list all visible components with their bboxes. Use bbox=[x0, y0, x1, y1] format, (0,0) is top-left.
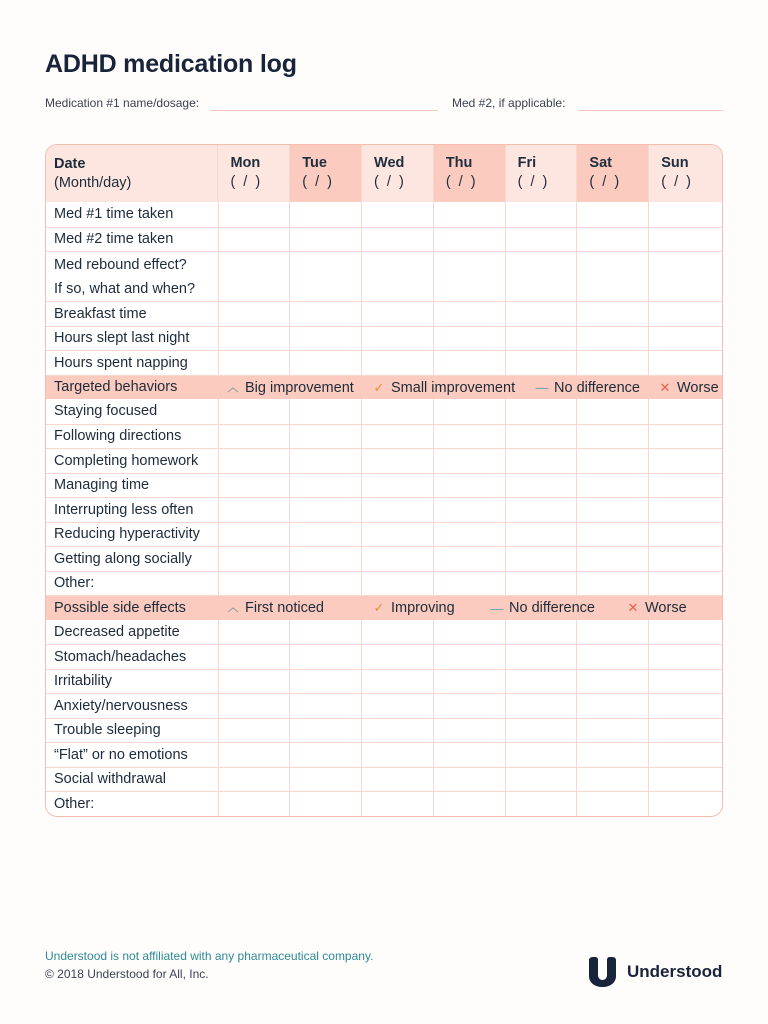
day-header-fri bbox=[505, 145, 577, 202]
entry-cell[interactable] bbox=[505, 670, 577, 694]
row-label: Irritability bbox=[54, 673, 113, 690]
entry-cell[interactable] bbox=[361, 670, 433, 694]
row-label-line: Med rebound effect? bbox=[54, 256, 187, 273]
header-row bbox=[46, 145, 722, 202]
entry-cell[interactable] bbox=[218, 474, 290, 498]
behaviors-section-header bbox=[46, 375, 722, 400]
behaviors-label: Targeted behaviors bbox=[54, 379, 178, 396]
entry-cell[interactable] bbox=[505, 768, 577, 792]
row-label: Other: bbox=[54, 575, 95, 592]
table-row bbox=[46, 791, 722, 816]
day-header-mon bbox=[217, 145, 289, 202]
entry-cell[interactable] bbox=[648, 645, 722, 669]
table-row bbox=[46, 399, 722, 424]
entry-cell[interactable] bbox=[218, 743, 290, 767]
entry-cell[interactable] bbox=[218, 425, 290, 449]
entry-cell[interactable] bbox=[433, 620, 505, 645]
entry-cell[interactable] bbox=[289, 302, 361, 326]
table-row bbox=[46, 693, 722, 718]
entry-cell[interactable] bbox=[433, 425, 505, 449]
entry-cell[interactable] bbox=[505, 572, 577, 596]
entry-cell[interactable] bbox=[289, 572, 361, 596]
brand-logo bbox=[586, 956, 722, 988]
entry-cell[interactable] bbox=[289, 743, 361, 767]
entry-cell[interactable] bbox=[576, 547, 648, 571]
entry-cell[interactable] bbox=[289, 327, 361, 351]
entry-cell[interactable] bbox=[218, 620, 290, 645]
entry-cell[interactable] bbox=[648, 399, 722, 424]
understood-logo-icon bbox=[586, 956, 619, 988]
entry-cell[interactable] bbox=[505, 694, 577, 718]
day-date-field[interactable]: ( / ) bbox=[302, 174, 334, 190]
day-date-field[interactable]: ( / ) bbox=[445, 174, 478, 190]
entry-cell[interactable] bbox=[576, 399, 648, 424]
entry-cell[interactable] bbox=[218, 670, 290, 694]
copyright: © 2018 Understood for All, Inc. bbox=[45, 967, 209, 981]
row-label: Following directions bbox=[54, 428, 182, 445]
day-date-field[interactable]: ( / ) bbox=[661, 174, 693, 190]
legend-improving bbox=[372, 596, 455, 621]
table-row bbox=[46, 546, 722, 571]
side-effects-label: Possible side effects bbox=[54, 599, 186, 616]
entry-cell[interactable] bbox=[576, 620, 648, 645]
entry-cell[interactable] bbox=[433, 399, 505, 424]
entry-cell[interactable] bbox=[505, 792, 577, 816]
entry-cell[interactable] bbox=[576, 694, 648, 718]
entry-cell[interactable] bbox=[648, 620, 722, 645]
entry-cell[interactable] bbox=[505, 547, 577, 571]
day-date-field[interactable]: ( / ) bbox=[230, 174, 263, 190]
entry-cell[interactable] bbox=[289, 547, 361, 571]
entry-cell[interactable] bbox=[433, 474, 505, 498]
entry-cell[interactable] bbox=[576, 474, 648, 498]
entry-cell[interactable] bbox=[289, 620, 361, 645]
entry-cell[interactable] bbox=[218, 449, 290, 473]
legend-first-noticed bbox=[226, 596, 324, 621]
entry-cell[interactable] bbox=[648, 498, 722, 522]
row-label: Hours slept last night bbox=[54, 330, 190, 347]
entry-cell[interactable] bbox=[505, 645, 577, 669]
daily-rows bbox=[46, 202, 722, 375]
entry-cell[interactable] bbox=[289, 202, 361, 227]
entry-cell[interactable] bbox=[505, 425, 577, 449]
page-title: ADHD medication log bbox=[45, 50, 297, 78]
entry-cell[interactable] bbox=[289, 425, 361, 449]
legend-text: No difference bbox=[554, 379, 640, 396]
brand-name: Understood bbox=[627, 962, 723, 981]
side-effects-section-header bbox=[46, 595, 722, 620]
entry-cell[interactable] bbox=[505, 620, 577, 645]
table-row bbox=[46, 301, 722, 326]
day-name: Sat bbox=[589, 155, 612, 171]
day-name: Fri bbox=[517, 155, 537, 171]
entry-cell[interactable] bbox=[218, 645, 290, 669]
entry-cell[interactable] bbox=[361, 523, 433, 547]
row-label: Reducing hyperactivity bbox=[54, 526, 200, 543]
entry-cell[interactable] bbox=[433, 302, 505, 326]
entry-cell[interactable] bbox=[218, 351, 290, 375]
row-label: Anxiety/nervousness bbox=[54, 697, 188, 714]
entry-cell[interactable] bbox=[576, 498, 648, 522]
day-date-field[interactable]: ( / ) bbox=[589, 174, 622, 190]
entry-cell[interactable] bbox=[576, 670, 648, 694]
row-label: Staying focused bbox=[54, 403, 158, 420]
medication-log-table bbox=[45, 144, 723, 817]
day-name: Wed bbox=[374, 155, 405, 171]
table-row bbox=[46, 669, 722, 694]
date-label: Date bbox=[54, 155, 86, 172]
entry-cell[interactable] bbox=[289, 694, 361, 718]
legend-small-improvement bbox=[372, 376, 515, 401]
entry-cell[interactable] bbox=[218, 792, 290, 816]
entry-cell[interactable] bbox=[576, 425, 648, 449]
entry-cell[interactable] bbox=[648, 547, 722, 571]
entry-cell[interactable] bbox=[576, 719, 648, 743]
legend-no-difference bbox=[535, 376, 640, 401]
entry-cell[interactable] bbox=[361, 327, 433, 351]
med2-label: Med #2, if applicable: bbox=[452, 96, 566, 110]
legend-text: No difference bbox=[509, 600, 595, 617]
row-label bbox=[46, 252, 218, 301]
entry-cell[interactable] bbox=[218, 202, 290, 227]
row-label: Breakfast time bbox=[54, 305, 147, 322]
day-name: Sun bbox=[661, 155, 689, 171]
x-icon: ✕ bbox=[627, 600, 639, 616]
entry-cell[interactable] bbox=[218, 694, 290, 718]
entry-cell[interactable] bbox=[433, 768, 505, 792]
entry-cell[interactable] bbox=[218, 547, 290, 571]
day-date-field[interactable]: ( / ) bbox=[517, 174, 550, 190]
entry-cell[interactable] bbox=[361, 474, 433, 498]
entry-cell[interactable] bbox=[289, 768, 361, 792]
entry-cell[interactable] bbox=[361, 694, 433, 718]
day-header-sun bbox=[648, 145, 722, 202]
row-label: Stomach/headaches bbox=[54, 648, 187, 665]
entry-cell[interactable] bbox=[361, 351, 433, 375]
entry-cell[interactable] bbox=[433, 327, 505, 351]
entry-cell[interactable] bbox=[648, 792, 722, 816]
entry-cell[interactable] bbox=[505, 202, 577, 227]
entry-cell[interactable] bbox=[505, 351, 577, 375]
table-row bbox=[46, 767, 722, 792]
row-label: Decreased appetite bbox=[54, 623, 180, 640]
entry-cell[interactable] bbox=[505, 719, 577, 743]
day-header-wed bbox=[361, 145, 433, 202]
entry-cell[interactable] bbox=[576, 351, 648, 375]
entry-cell[interactable] bbox=[361, 719, 433, 743]
entry-cell[interactable] bbox=[648, 474, 722, 498]
entry-cell[interactable] bbox=[433, 498, 505, 522]
entry-cell[interactable] bbox=[648, 202, 722, 227]
legend-text: Small improvement bbox=[391, 379, 516, 396]
footer bbox=[45, 947, 373, 983]
entry-cell[interactable] bbox=[505, 498, 577, 522]
table-row bbox=[46, 326, 722, 351]
dash-icon: — bbox=[490, 600, 504, 616]
entry-cell[interactable] bbox=[505, 327, 577, 351]
legend-text: Worse bbox=[677, 379, 719, 396]
entry-cell[interactable] bbox=[361, 425, 433, 449]
entry-cell[interactable] bbox=[361, 202, 433, 227]
entry-cell[interactable] bbox=[648, 719, 722, 743]
entry-cell[interactable] bbox=[576, 768, 648, 792]
entry-cell[interactable] bbox=[433, 547, 505, 571]
table-row bbox=[46, 473, 722, 498]
entry-cell[interactable] bbox=[505, 523, 577, 547]
disclaimer: Understood is not affiliated with any pharmaceutical company. bbox=[45, 949, 374, 963]
row-label: Hours spent napping bbox=[54, 354, 188, 371]
table-row bbox=[46, 571, 722, 596]
entry-cell[interactable] bbox=[433, 694, 505, 718]
entry-cell[interactable] bbox=[289, 792, 361, 816]
side-effect-rows bbox=[46, 620, 722, 816]
entry-cell[interactable] bbox=[576, 449, 648, 473]
entry-cell[interactable] bbox=[433, 202, 505, 227]
entry-cell[interactable] bbox=[505, 449, 577, 473]
caret-up-icon: ︿ bbox=[227, 602, 239, 615]
row-label: Getting along socially bbox=[54, 550, 192, 567]
entry-cell[interactable] bbox=[433, 792, 505, 816]
legend-worse bbox=[658, 376, 719, 401]
legend-text: First noticed bbox=[245, 600, 324, 617]
entry-cell[interactable] bbox=[218, 327, 290, 351]
check-icon: ✓ bbox=[373, 379, 385, 395]
entry-cell[interactable] bbox=[433, 523, 505, 547]
entry-cell[interactable] bbox=[218, 302, 290, 326]
entry-cell[interactable] bbox=[576, 743, 648, 767]
entry-cell[interactable] bbox=[576, 202, 648, 227]
legend-no-difference bbox=[490, 596, 595, 621]
table-row bbox=[46, 448, 722, 473]
entry-cell[interactable] bbox=[361, 449, 433, 473]
day-date-field[interactable]: ( / ) bbox=[374, 174, 406, 190]
entry-cell[interactable] bbox=[433, 719, 505, 743]
entry-cell[interactable] bbox=[576, 523, 648, 547]
entry-cell[interactable] bbox=[361, 572, 433, 596]
entry-cell[interactable] bbox=[433, 670, 505, 694]
entry-cell[interactable] bbox=[218, 572, 290, 596]
entry-cell[interactable] bbox=[648, 425, 722, 449]
entry-cell[interactable] bbox=[289, 399, 361, 424]
day-header-sat bbox=[576, 145, 648, 202]
entry-cell[interactable] bbox=[648, 670, 722, 694]
entry-cell[interactable] bbox=[218, 719, 290, 743]
table-row bbox=[46, 497, 722, 522]
entry-cell[interactable] bbox=[648, 523, 722, 547]
legend-text: Worse bbox=[645, 600, 687, 617]
entry-cell[interactable] bbox=[433, 351, 505, 375]
entry-cell[interactable] bbox=[289, 498, 361, 522]
row-label: Completing homework bbox=[54, 452, 199, 469]
entry-cell[interactable] bbox=[505, 474, 577, 498]
entry-cell[interactable] bbox=[576, 228, 648, 252]
entry-cell[interactable] bbox=[361, 302, 433, 326]
entry-cell[interactable] bbox=[289, 449, 361, 473]
entry-cell[interactable] bbox=[289, 474, 361, 498]
entry-cell[interactable] bbox=[505, 743, 577, 767]
row-label: Med #2 time taken bbox=[54, 231, 174, 248]
med1-field[interactable] bbox=[210, 110, 438, 111]
legend-worse bbox=[626, 596, 687, 621]
day-name: Tue bbox=[302, 155, 327, 171]
date-header bbox=[46, 145, 217, 202]
table-row bbox=[46, 202, 722, 227]
entry-cell[interactable] bbox=[361, 743, 433, 767]
entry-cell[interactable] bbox=[218, 399, 290, 424]
entry-cell[interactable] bbox=[361, 547, 433, 571]
row-label: Social withdrawal bbox=[54, 771, 167, 788]
entry-cell[interactable] bbox=[289, 351, 361, 375]
entry-cell[interactable] bbox=[648, 572, 722, 596]
dash-icon: — bbox=[535, 380, 549, 396]
legend-text: Improving bbox=[391, 600, 455, 617]
day-header-thu bbox=[433, 145, 505, 202]
entry-cell[interactable] bbox=[218, 768, 290, 792]
entry-cell[interactable] bbox=[648, 351, 722, 375]
entry-cell[interactable] bbox=[361, 228, 433, 252]
entry-cell[interactable] bbox=[648, 252, 722, 301]
entry-cell[interactable] bbox=[218, 252, 290, 301]
row-label-line: If so, what and when? bbox=[54, 280, 196, 297]
row-label: Interrupting less often bbox=[54, 501, 194, 518]
date-sub-label: (Month/day) bbox=[54, 174, 132, 191]
entry-cell[interactable] bbox=[576, 252, 648, 301]
table-row bbox=[46, 227, 722, 252]
entry-cell[interactable] bbox=[361, 620, 433, 645]
entry-cell[interactable] bbox=[361, 792, 433, 816]
entry-cell[interactable] bbox=[576, 327, 648, 351]
entry-cell[interactable] bbox=[433, 228, 505, 252]
entry-cell[interactable] bbox=[576, 302, 648, 326]
row-label: Managing time bbox=[54, 477, 150, 494]
entry-cell[interactable] bbox=[433, 572, 505, 596]
check-icon: ✓ bbox=[373, 600, 385, 616]
entry-cell[interactable] bbox=[648, 694, 722, 718]
entry-cell[interactable] bbox=[218, 228, 290, 252]
entry-cell[interactable] bbox=[648, 228, 722, 252]
med2-field[interactable] bbox=[578, 110, 723, 111]
entry-cell[interactable] bbox=[648, 743, 722, 767]
entry-cell[interactable] bbox=[505, 228, 577, 252]
entry-cell[interactable] bbox=[289, 523, 361, 547]
table-row bbox=[46, 424, 722, 449]
row-label: Med #1 time taken bbox=[54, 206, 174, 223]
entry-cell[interactable] bbox=[648, 302, 722, 326]
med1-label: Medication #1 name/dosage: bbox=[45, 96, 200, 110]
entry-cell[interactable] bbox=[289, 670, 361, 694]
day-name: Thu bbox=[445, 155, 473, 171]
entry-cell[interactable] bbox=[361, 645, 433, 669]
entry-cell[interactable] bbox=[361, 252, 433, 301]
entry-cell[interactable] bbox=[433, 449, 505, 473]
table-row bbox=[46, 644, 722, 669]
table-row bbox=[46, 522, 722, 547]
entry-cell[interactable] bbox=[648, 768, 722, 792]
medication-fields bbox=[45, 96, 723, 112]
table-row bbox=[46, 251, 722, 301]
entry-cell[interactable] bbox=[361, 399, 433, 424]
entry-cell[interactable] bbox=[289, 719, 361, 743]
caret-up-icon: ︿ bbox=[227, 381, 239, 394]
table-row bbox=[46, 350, 722, 375]
entry-cell[interactable] bbox=[433, 743, 505, 767]
entry-cell[interactable] bbox=[576, 792, 648, 816]
table-row bbox=[46, 742, 722, 767]
row-label: Trouble sleeping bbox=[54, 722, 161, 739]
day-name: Mon bbox=[230, 155, 261, 171]
x-icon: ✕ bbox=[659, 379, 671, 395]
entry-cell[interactable] bbox=[289, 228, 361, 252]
day-header-tue bbox=[289, 145, 361, 202]
entry-cell[interactable] bbox=[361, 498, 433, 522]
entry-cell[interactable] bbox=[576, 572, 648, 596]
behavior-rows bbox=[46, 399, 722, 595]
entry-cell[interactable] bbox=[289, 645, 361, 669]
entry-cell[interactable] bbox=[576, 645, 648, 669]
row-label: “Flat” or no emotions bbox=[54, 746, 188, 763]
entry-cell[interactable] bbox=[648, 327, 722, 351]
table-row bbox=[46, 718, 722, 743]
table-row bbox=[46, 620, 722, 645]
row-label: Other: bbox=[54, 795, 95, 812]
entry-cell[interactable] bbox=[218, 498, 290, 522]
entry-cell[interactable] bbox=[648, 449, 722, 473]
entry-cell[interactable] bbox=[505, 252, 577, 301]
entry-cell[interactable] bbox=[505, 399, 577, 424]
legend-text: Big improvement bbox=[245, 379, 354, 396]
entry-cell[interactable] bbox=[505, 302, 577, 326]
legend-big-improvement bbox=[226, 376, 354, 401]
entry-cell[interactable] bbox=[433, 252, 505, 301]
entry-cell[interactable] bbox=[289, 252, 361, 301]
entry-cell[interactable] bbox=[361, 768, 433, 792]
entry-cell[interactable] bbox=[433, 645, 505, 669]
entry-cell[interactable] bbox=[218, 523, 290, 547]
